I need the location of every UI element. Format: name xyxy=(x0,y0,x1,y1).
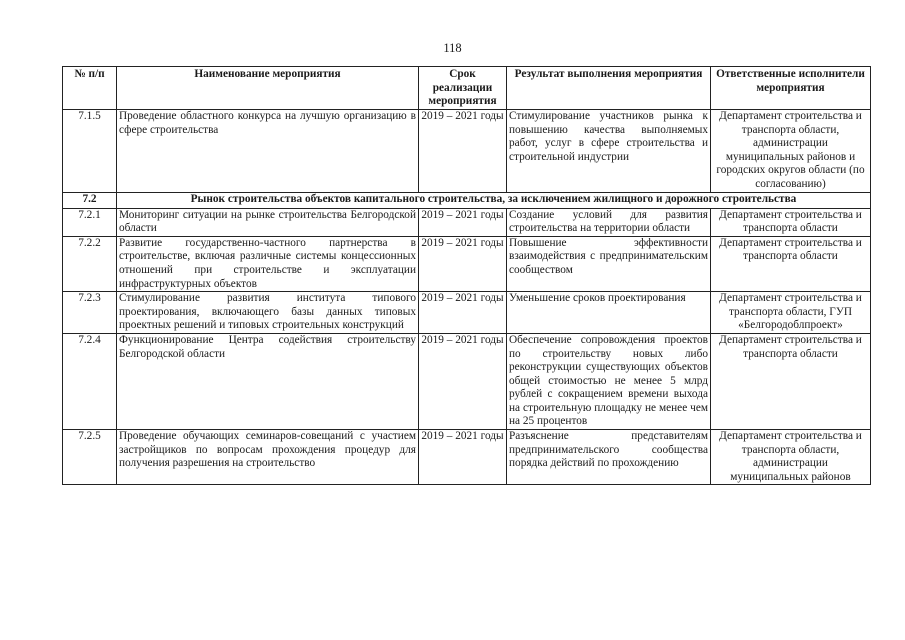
row-num: 7.1.5 xyxy=(63,110,117,193)
row-result: Создание условий для развития строительства на территории области xyxy=(507,208,711,236)
row-num: 7.2.2 xyxy=(63,236,117,291)
row-term: 2019 – 2021 годы xyxy=(419,333,507,429)
table-row xyxy=(63,110,871,193)
page-number: 118 xyxy=(443,41,462,55)
row-name: Развитие государственно-частного партнерства в строительстве, включая различные системы концессионных отношений при строительстве и эксплуатации инфраструктурных объектов xyxy=(117,236,419,291)
table-row xyxy=(63,292,871,334)
row-term: 2019 – 2021 годы xyxy=(419,208,507,236)
header-num: № п/п xyxy=(63,67,117,110)
row-term: 2019 – 2021 годы xyxy=(419,430,507,485)
table-row xyxy=(63,208,871,236)
row-responsible: Департамент строительства и транспорта области xyxy=(711,333,871,429)
table-row xyxy=(63,430,871,485)
header-responsible: Ответственные исполнители мероприятия xyxy=(711,67,871,110)
section-row xyxy=(63,192,871,208)
row-responsible: Департамент строительства и транспорта области, администрации муниципальных районов и городских округов области (по согласованию) xyxy=(711,110,871,193)
measures-table xyxy=(62,66,871,485)
row-name: Проведение обучающих семинаров-совещаний с участием застройщиков по вопросам прохождения процедур для получения разрешения на строительство xyxy=(117,430,419,485)
row-name: Стимулирование развития института типового проектирования, включающего базы данных типовых проектных решений и типовых строительных конструкций xyxy=(117,292,419,334)
table-row xyxy=(63,333,871,429)
section-num: 7.2 xyxy=(63,192,117,208)
row-name: Функционирование Центра содействия строительству Белгородской области xyxy=(117,333,419,429)
row-responsible: Департамент строительства и транспорта области, администрации муниципальных районов xyxy=(711,430,871,485)
row-result: Уменьшение сроков проектирования xyxy=(507,292,711,334)
table-header-row xyxy=(63,67,871,110)
row-result: Повышение эффективности взаимодействия с предпринимательским сообществом xyxy=(507,236,711,291)
row-term: 2019 – 2021 годы xyxy=(419,292,507,334)
row-result: Разъяснение представителям предпринимательского сообщества порядка действий по прохождению xyxy=(507,430,711,485)
row-name: Мониторинг ситуации на рынке строительства Белгородской области xyxy=(117,208,419,236)
header-term: Срок реализации мероприятия xyxy=(419,67,507,110)
row-result: Обеспечение сопровождения проектов по строительству новых либо реконструкции существующих объектов общей стоимостью не менее 5 млрд рублей с сокращением времени выхода на строительную площадку не менее чем на 25 процентов xyxy=(507,333,711,429)
row-term: 2019 – 2021 годы xyxy=(419,236,507,291)
section-title: Рынок строительства объектов капитального строительства, за исключением жилищного и дорожного строительства xyxy=(117,192,871,208)
row-responsible: Департамент строительства и транспорта области, ГУП «Белгородоблпроект» xyxy=(711,292,871,334)
row-num: 7.2.1 xyxy=(63,208,117,236)
header-result: Результат выполнения мероприятия xyxy=(507,67,711,110)
row-num: 7.2.4 xyxy=(63,333,117,429)
row-num: 7.2.5 xyxy=(63,430,117,485)
table-row xyxy=(63,236,871,291)
row-result: Стимулирование участников рынка к повышению качества выполняемых работ, услуг в сфере строительства и строительной индустрии xyxy=(507,110,711,193)
header-name: Наименование мероприятия xyxy=(117,67,419,110)
row-num: 7.2.3 xyxy=(63,292,117,334)
row-responsible: Департамент строительства и транспорта области xyxy=(711,236,871,291)
row-name: Проведение областного конкурса на лучшую организацию в сфере строительства xyxy=(117,110,419,193)
row-term: 2019 – 2021 годы xyxy=(419,110,507,193)
row-responsible: Департамент строительства и транспорта области xyxy=(711,208,871,236)
